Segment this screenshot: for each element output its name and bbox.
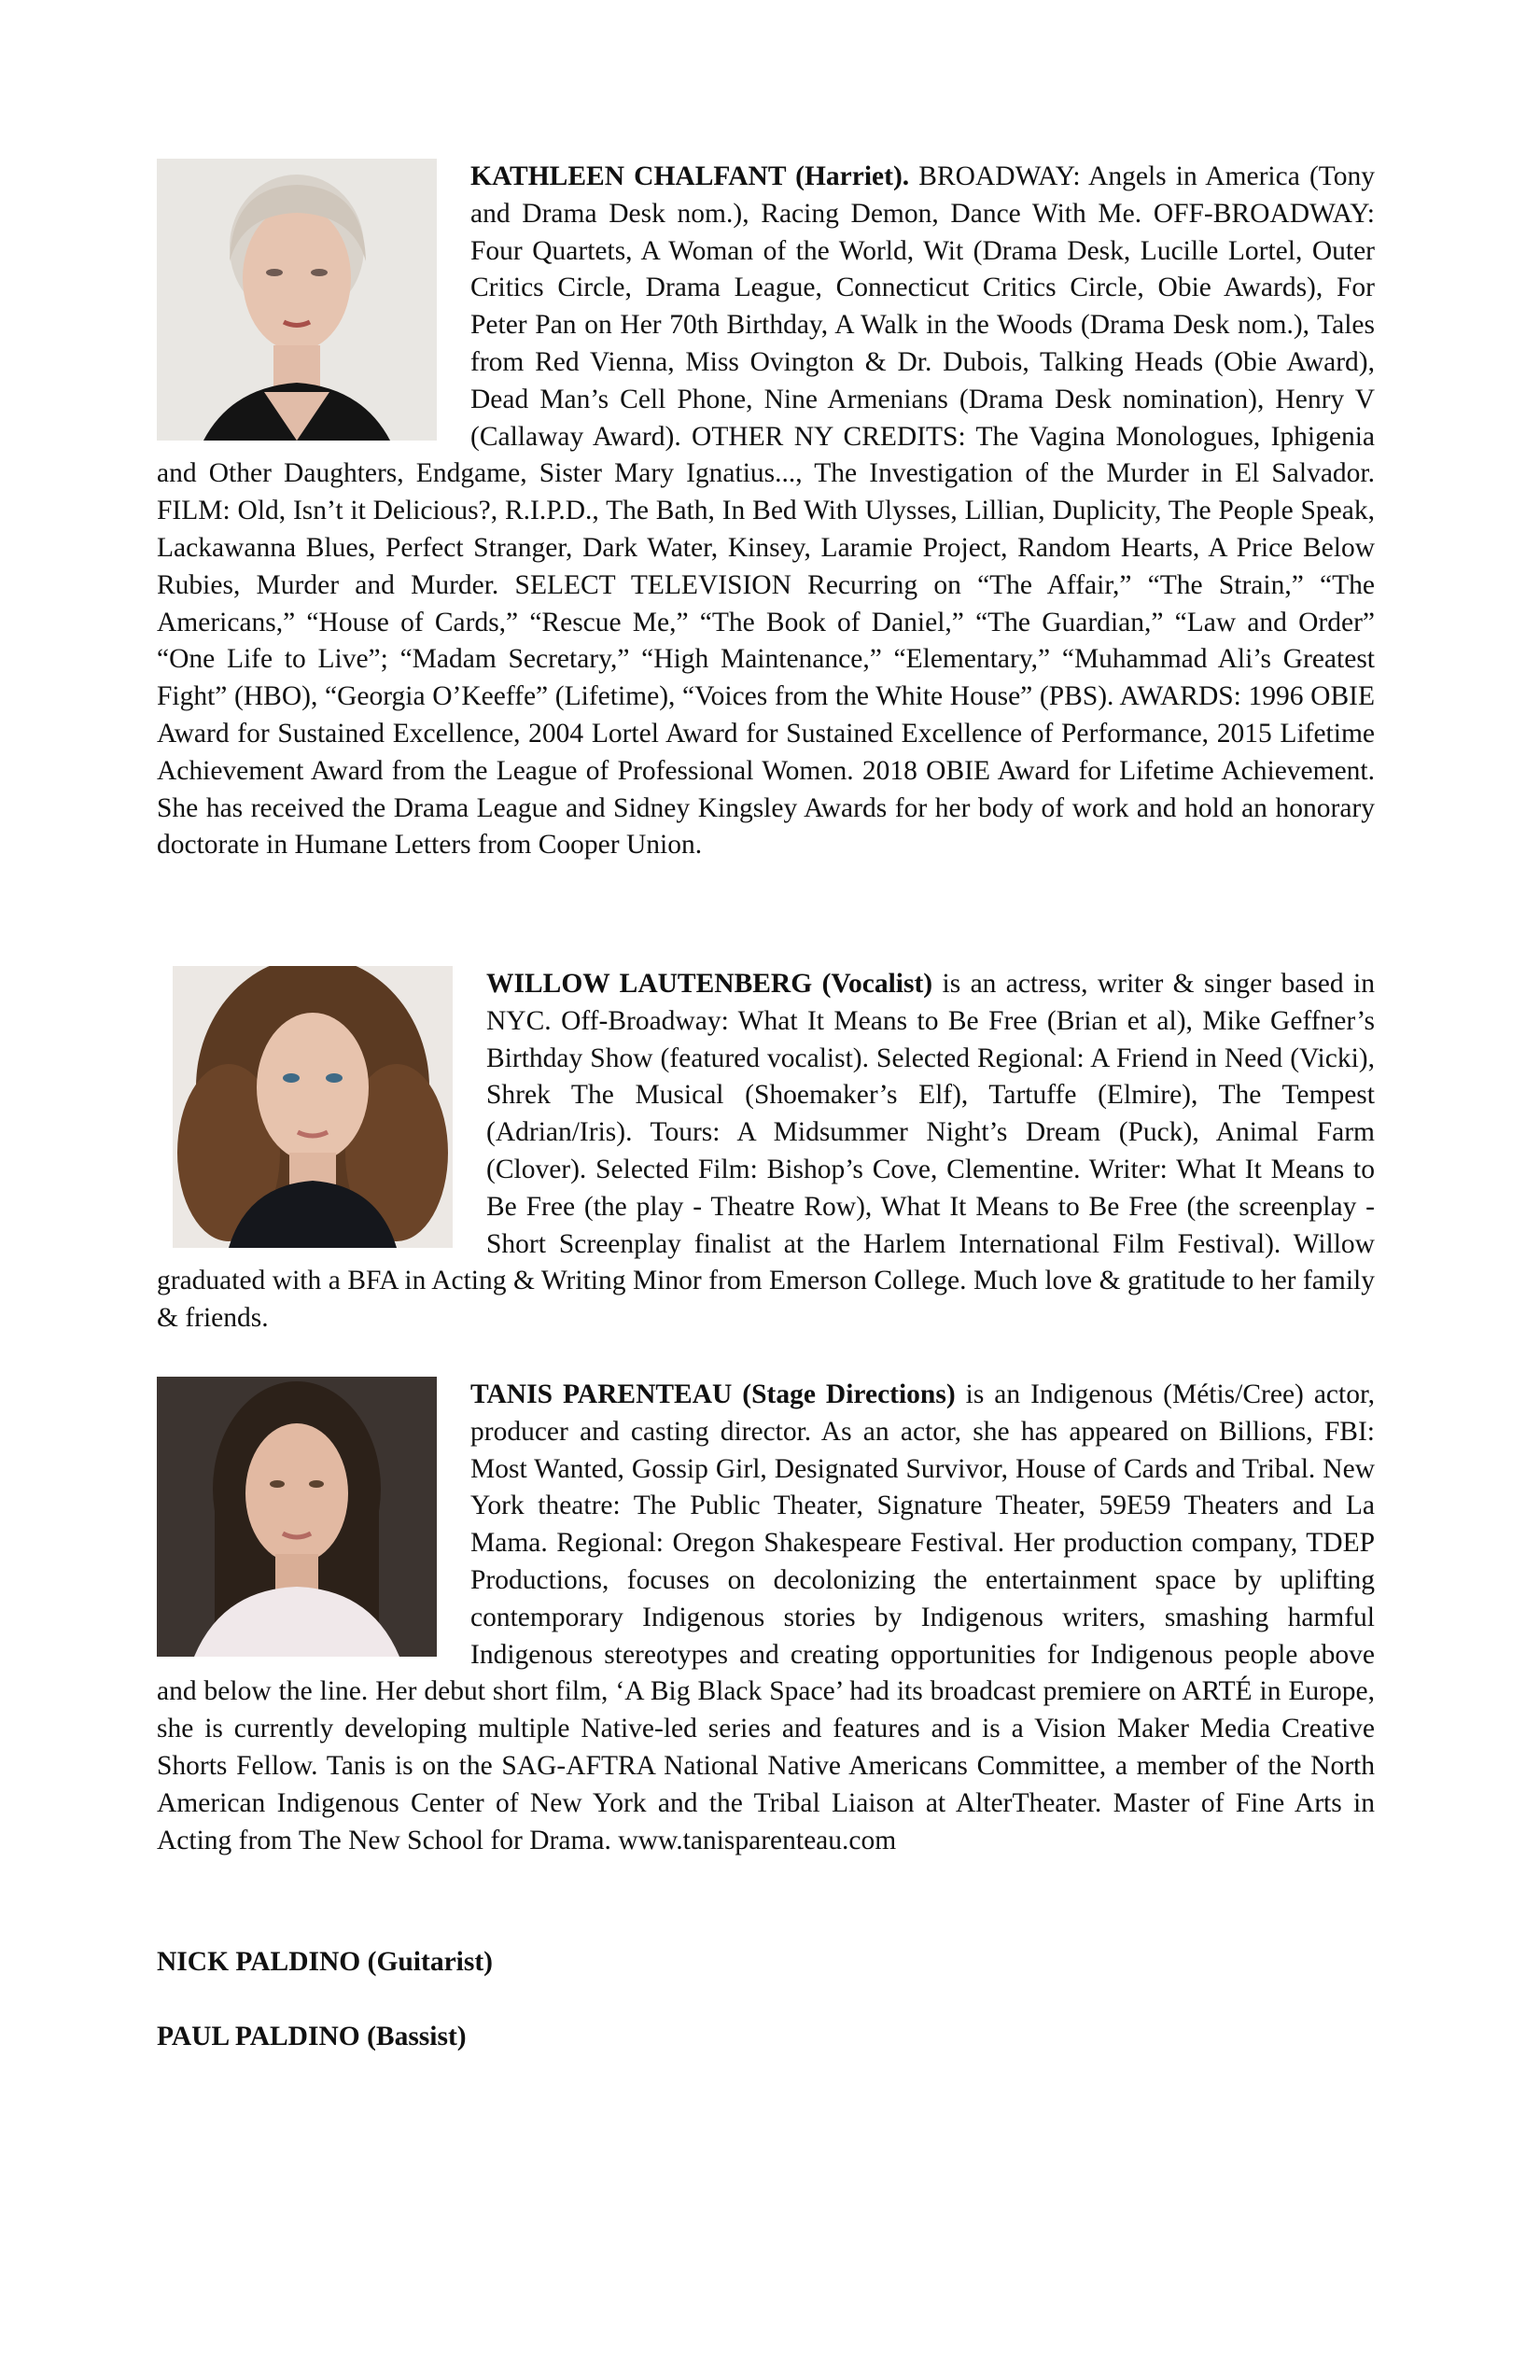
bio-text: BROADWAY: Angels in America (Tony and Drama Desk nom.), Racing Demon, Dance With Me. OFF-BROADWAY: Four Quartets, A Woman of the World, Wit (Drama Desk, Lucille Lortel, Outer Critics Circle, Drama League, Connecticut Critics Circle, Obie Awards), For Peter Pan on Her 70th Birthday, A Walk in the Woods (Drama Desk nom.), Tales from Red Vienna, Miss Ovington & Dr. Dubois, Talking Heads (Obie Award), Dead Man’s Cell Phone, Nine Armenians (Drama Desk nomination), Henry V (Callaway Award). OTHER NY CREDITS: The Vagina Monologues, Iphigenia and Other Daughters, Endgame, Sister Mary Ignatius..., The Investigation of the Murder in El Salvador. FILM: Old, Isn’t it Delicious?, R.I.P.D., The Bath, In Bed With Ulysses, Lillian, Duplicity, The People Speak, Lackawanna Blues, Perfect Stranger, Dark Water, Kinsey, Laramie Project, Random Hearts, A Price Below Rubies, Murder and Murder. SELECT TELEVISION Recurring on “The Affair,” “The Strain,” “The Americans,” “House of Cards,” “Rescue Me,” “The Book of Daniel,” “The Guardian,” “Law and Order” “One Life to Live”; “Madam Secretary,” “High Maintenance,” “Elementary,” “Muhammad Ali’s Greatest Fight” (HBO), “Georgia O’Keeffe” (Lifetime), “Voices from the White House” (PBS). AWARDS: 1996 OBIE Award for Sustained Excellence, 2004 Lortel Award for Sustained Excellence of Performance, 2015 Lifetime Achievement Award from the League of Professional Women. 2018 OBIE Award for Lifetime Achievement. She has received the Drama League and Sidney Kingsley Awards for her body of work and hold an honorary doctorate in Humane Letters from Cooper Union. — [157, 161, 1375, 861]
headshot-tanis-parenteau — [157, 1377, 437, 1657]
bio-name: KATHLEEN CHALFANT (Harriet). — [470, 161, 910, 191]
bio-willow-lautenberg — [157, 966, 1375, 1337]
bio-tanis-parenteau — [157, 1377, 1375, 1859]
headshot-kathleen-chalfant — [157, 159, 437, 441]
credit-nick-paldino: NICK PALDINO (Guitarist) — [157, 1947, 493, 1977]
bio-text: is an actress, writer & singer based in NYC. Off-Broadway: What It Means to Be Free (Brian et al), Mike Geffner’s Birthday Show (featured vocalist). Selected Regional: A Friend in Need (Vicki), Shrek The Musical (Shoemaker’s Elf), Tartuffe (Elmire), The Tempest (Adrian/Iris). Tours: A Midsummer Night’s Dream (Puck), Animal Farm (Clover). Selected Film: Bishop’s Cove, Clementine. Writer: What It Means to Be Free (the play - Theatre Row), What It Means to Be Free (the screenplay - Short Screenplay finalist at the Harlem International Film Festival). Willow graduated with a BFA in Acting & Writing Minor from Emerson College. Much love & gratitude to her family & friends. — [157, 969, 1375, 1334]
bio-kathleen-chalfant — [157, 159, 1375, 864]
bio-name: TANIS PARENTEAU (Stage Directions) — [470, 1379, 956, 1409]
bio-name: WILLOW LAUTENBERG (Vocalist) — [486, 969, 933, 999]
headshot-willow-lautenberg — [173, 966, 453, 1248]
bio-text: is an Indigenous (Métis/Cree) actor, producer and casting director. As an actor, she has appeared on Billions, FBI: Most Wanted, Gossip Girl, Designated Survivor, House of Cards and Tribal. New York theatre: The Public Theater, Signature Theater, 59E59 Theaters and La Mama. Regional: Oregon Shakespeare Festival. Her production company, TDEP Productions, focuses on decolonizing the entertainment space by uplifting contemporary Indigenous stories by Indigenous writers, smashing harmful Indigenous stereotypes and creating opportunities for Indigenous people above and below the line. Her debut short film, ‘A Big Black Space’ had its broadcast premiere on ARTÉ in Europe, she is currently developing multiple Native-led series and features and is a Vision Maker Media Creative Shorts Fellow. Tanis is on the SAG-AFTRA National Native Americans Committee, a member of the North American Indigenous Center of New York and the Tribal Liaison at AlterTheater. Master of Fine Arts in Acting from The New School for Drama. www.tanisparenteau.com — [157, 1379, 1375, 1855]
credit-paul-paldino: PAUL PALDINO (Bassist) — [157, 2022, 467, 2051]
